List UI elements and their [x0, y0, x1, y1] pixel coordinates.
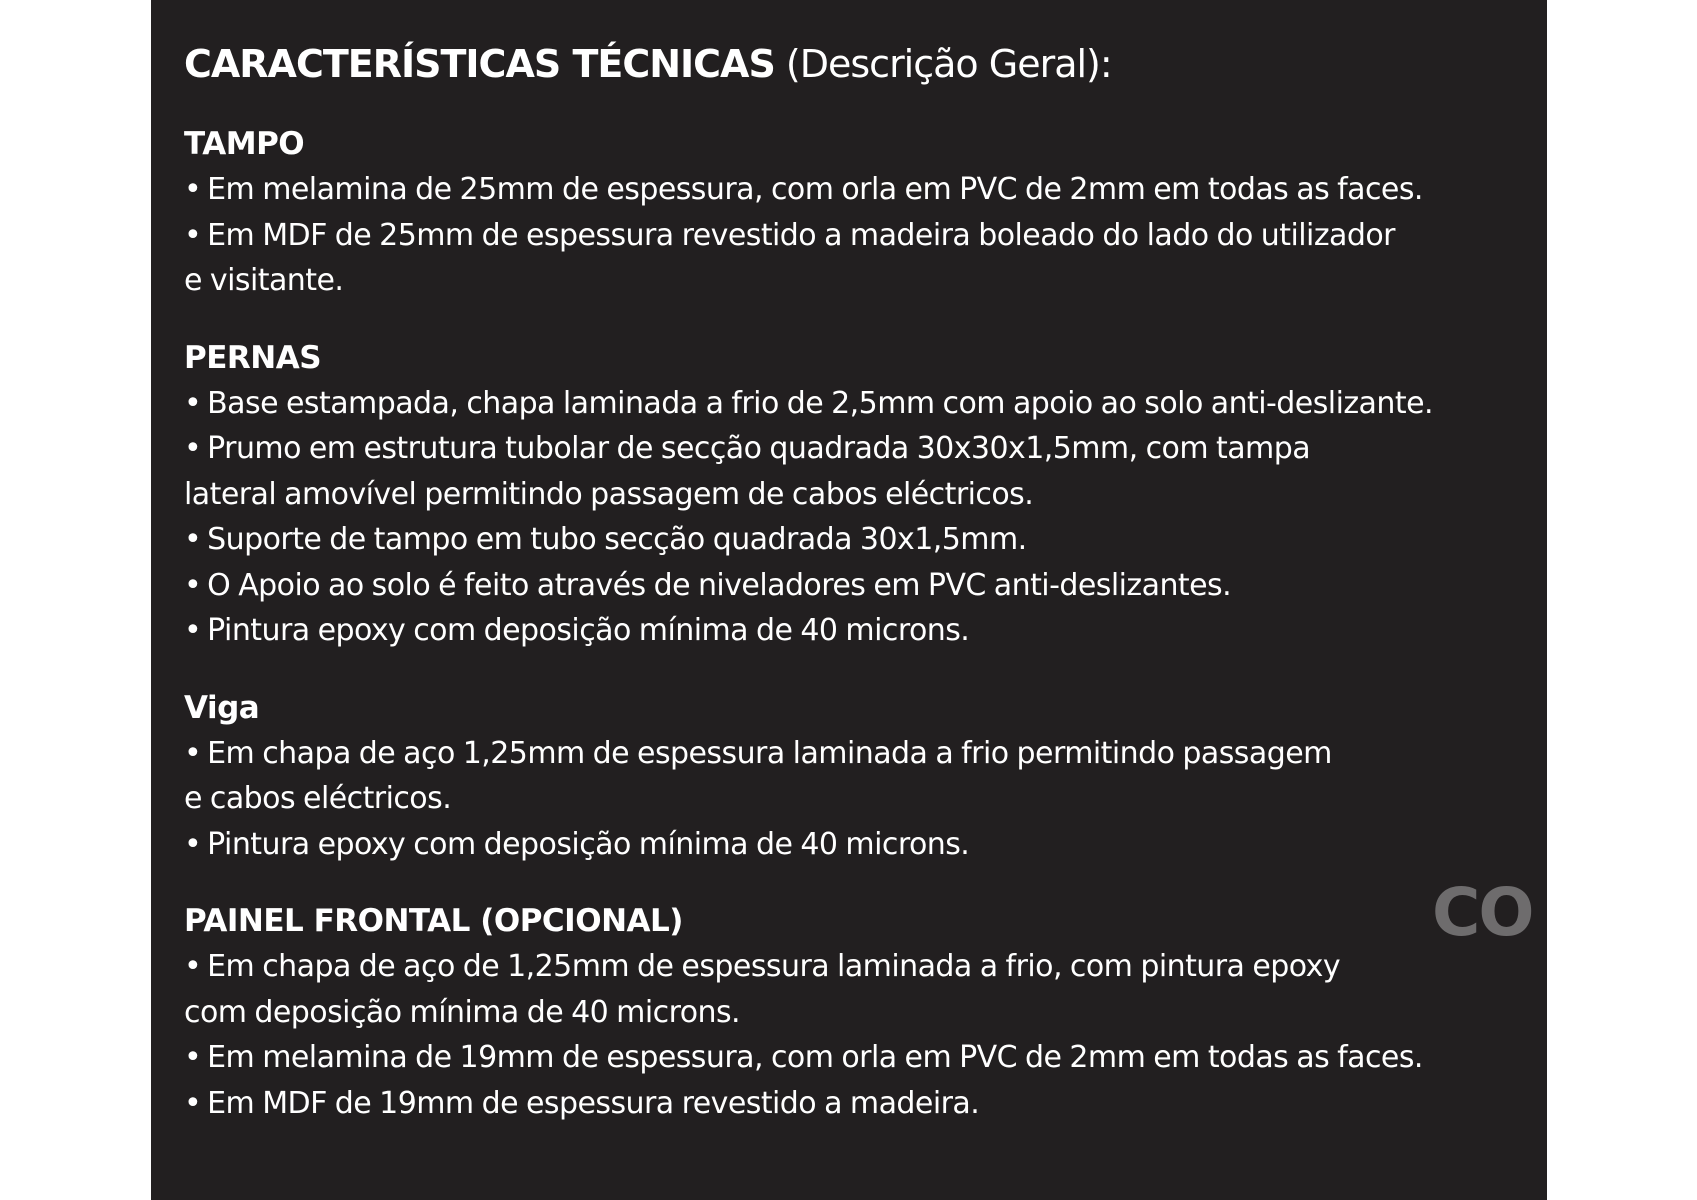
section-heading: Viga [184, 689, 260, 726]
list-item-text: O Apoio ao solo é feito através de niveladores em PVC anti-deslizantes. [207, 567, 1232, 603]
list-item [184, 167, 1524, 213]
page-title [184, 38, 1524, 90]
list-item [184, 563, 1524, 609]
bullet-icon: • [184, 522, 202, 557]
bullet-icon: • [184, 431, 202, 466]
section-heading: PERNAS [184, 339, 322, 376]
list-item [184, 608, 1524, 654]
list-item-text: Pintura epoxy com deposição mínima de 40 microns. [207, 826, 970, 862]
section-heading: PAINEL FRONTAL (OPCIONAL) [184, 903, 683, 939]
bullet-icon: • [184, 172, 202, 207]
bullet-icon: • [184, 613, 202, 648]
list-item [184, 944, 1354, 1035]
list-item-text: Em chapa de aço 1,25mm de espessura laminada a frio permitindo passagem e cabos eléctricos. [184, 735, 1332, 816]
list-item-text: Em melamina de 19mm de espessura, com orla em PVC de 2mm em todas as faces. [207, 1040, 1423, 1075]
list-item-text: Prumo em estrutura tubolar de secção quadrada 30x30x1,5mm, com tampa lateral amovível permitindo passagem de cabos eléctricos. [184, 431, 1311, 512]
page-title-subtitle: (Descrição Geral): [774, 42, 1112, 86]
section-viga [184, 685, 1524, 868]
bullet-icon: • [184, 567, 202, 603]
bullet-icon: • [184, 385, 202, 421]
bullet-icon: • [184, 826, 202, 862]
bullet-icon: • [184, 217, 202, 253]
list-item-text: Em MDF de 25mm de espessura revestido a madeira boleado do lado do utilizador e visitante. [184, 217, 1395, 298]
spec-panel [151, 0, 1547, 1200]
section-painel-frontal [184, 898, 1524, 1126]
section-tampo [184, 121, 1524, 304]
section-pernas [184, 335, 1524, 654]
list-item-text: Em chapa de aço de 1,25mm de espessura laminada a frio, com pintura epoxy com deposição mínima de 40 microns. [184, 949, 1341, 1030]
spec-content [184, 38, 1524, 1126]
bullet-icon: • [184, 735, 202, 771]
list-item [184, 426, 1394, 517]
list-item [184, 1035, 1524, 1081]
bullet-icon: • [184, 1040, 202, 1075]
page-title-bold: CARACTERÍSTICAS TÉCNICAS [184, 42, 775, 86]
list-item-text: Suporte de tampo em tubo secção quadrada 30x1,5mm. [207, 522, 1027, 557]
section-heading: TAMPO [184, 126, 305, 162]
list-item [184, 731, 1354, 822]
list-item-text: Base estampada, chapa laminada a frio de 2,5mm com apoio ao solo anti-deslizante. [207, 385, 1433, 421]
list-item-text: Em MDF de 19mm de espessura revestido a madeira. [207, 1085, 980, 1121]
list-item [184, 517, 1524, 563]
list-item [184, 381, 1524, 427]
bullet-icon: • [184, 949, 202, 984]
bullet-icon: • [184, 1085, 202, 1121]
list-item-text: Pintura epoxy com deposição mínima de 40 microns. [207, 613, 970, 648]
list-item [184, 1081, 1524, 1127]
list-item [184, 213, 1414, 304]
list-item-text: Em melamina de 25mm de espessura, com orla em PVC de 2mm em todas as faces. [207, 172, 1423, 207]
list-item [184, 822, 1524, 868]
cropped-side-text: CO [1432, 874, 1533, 951]
